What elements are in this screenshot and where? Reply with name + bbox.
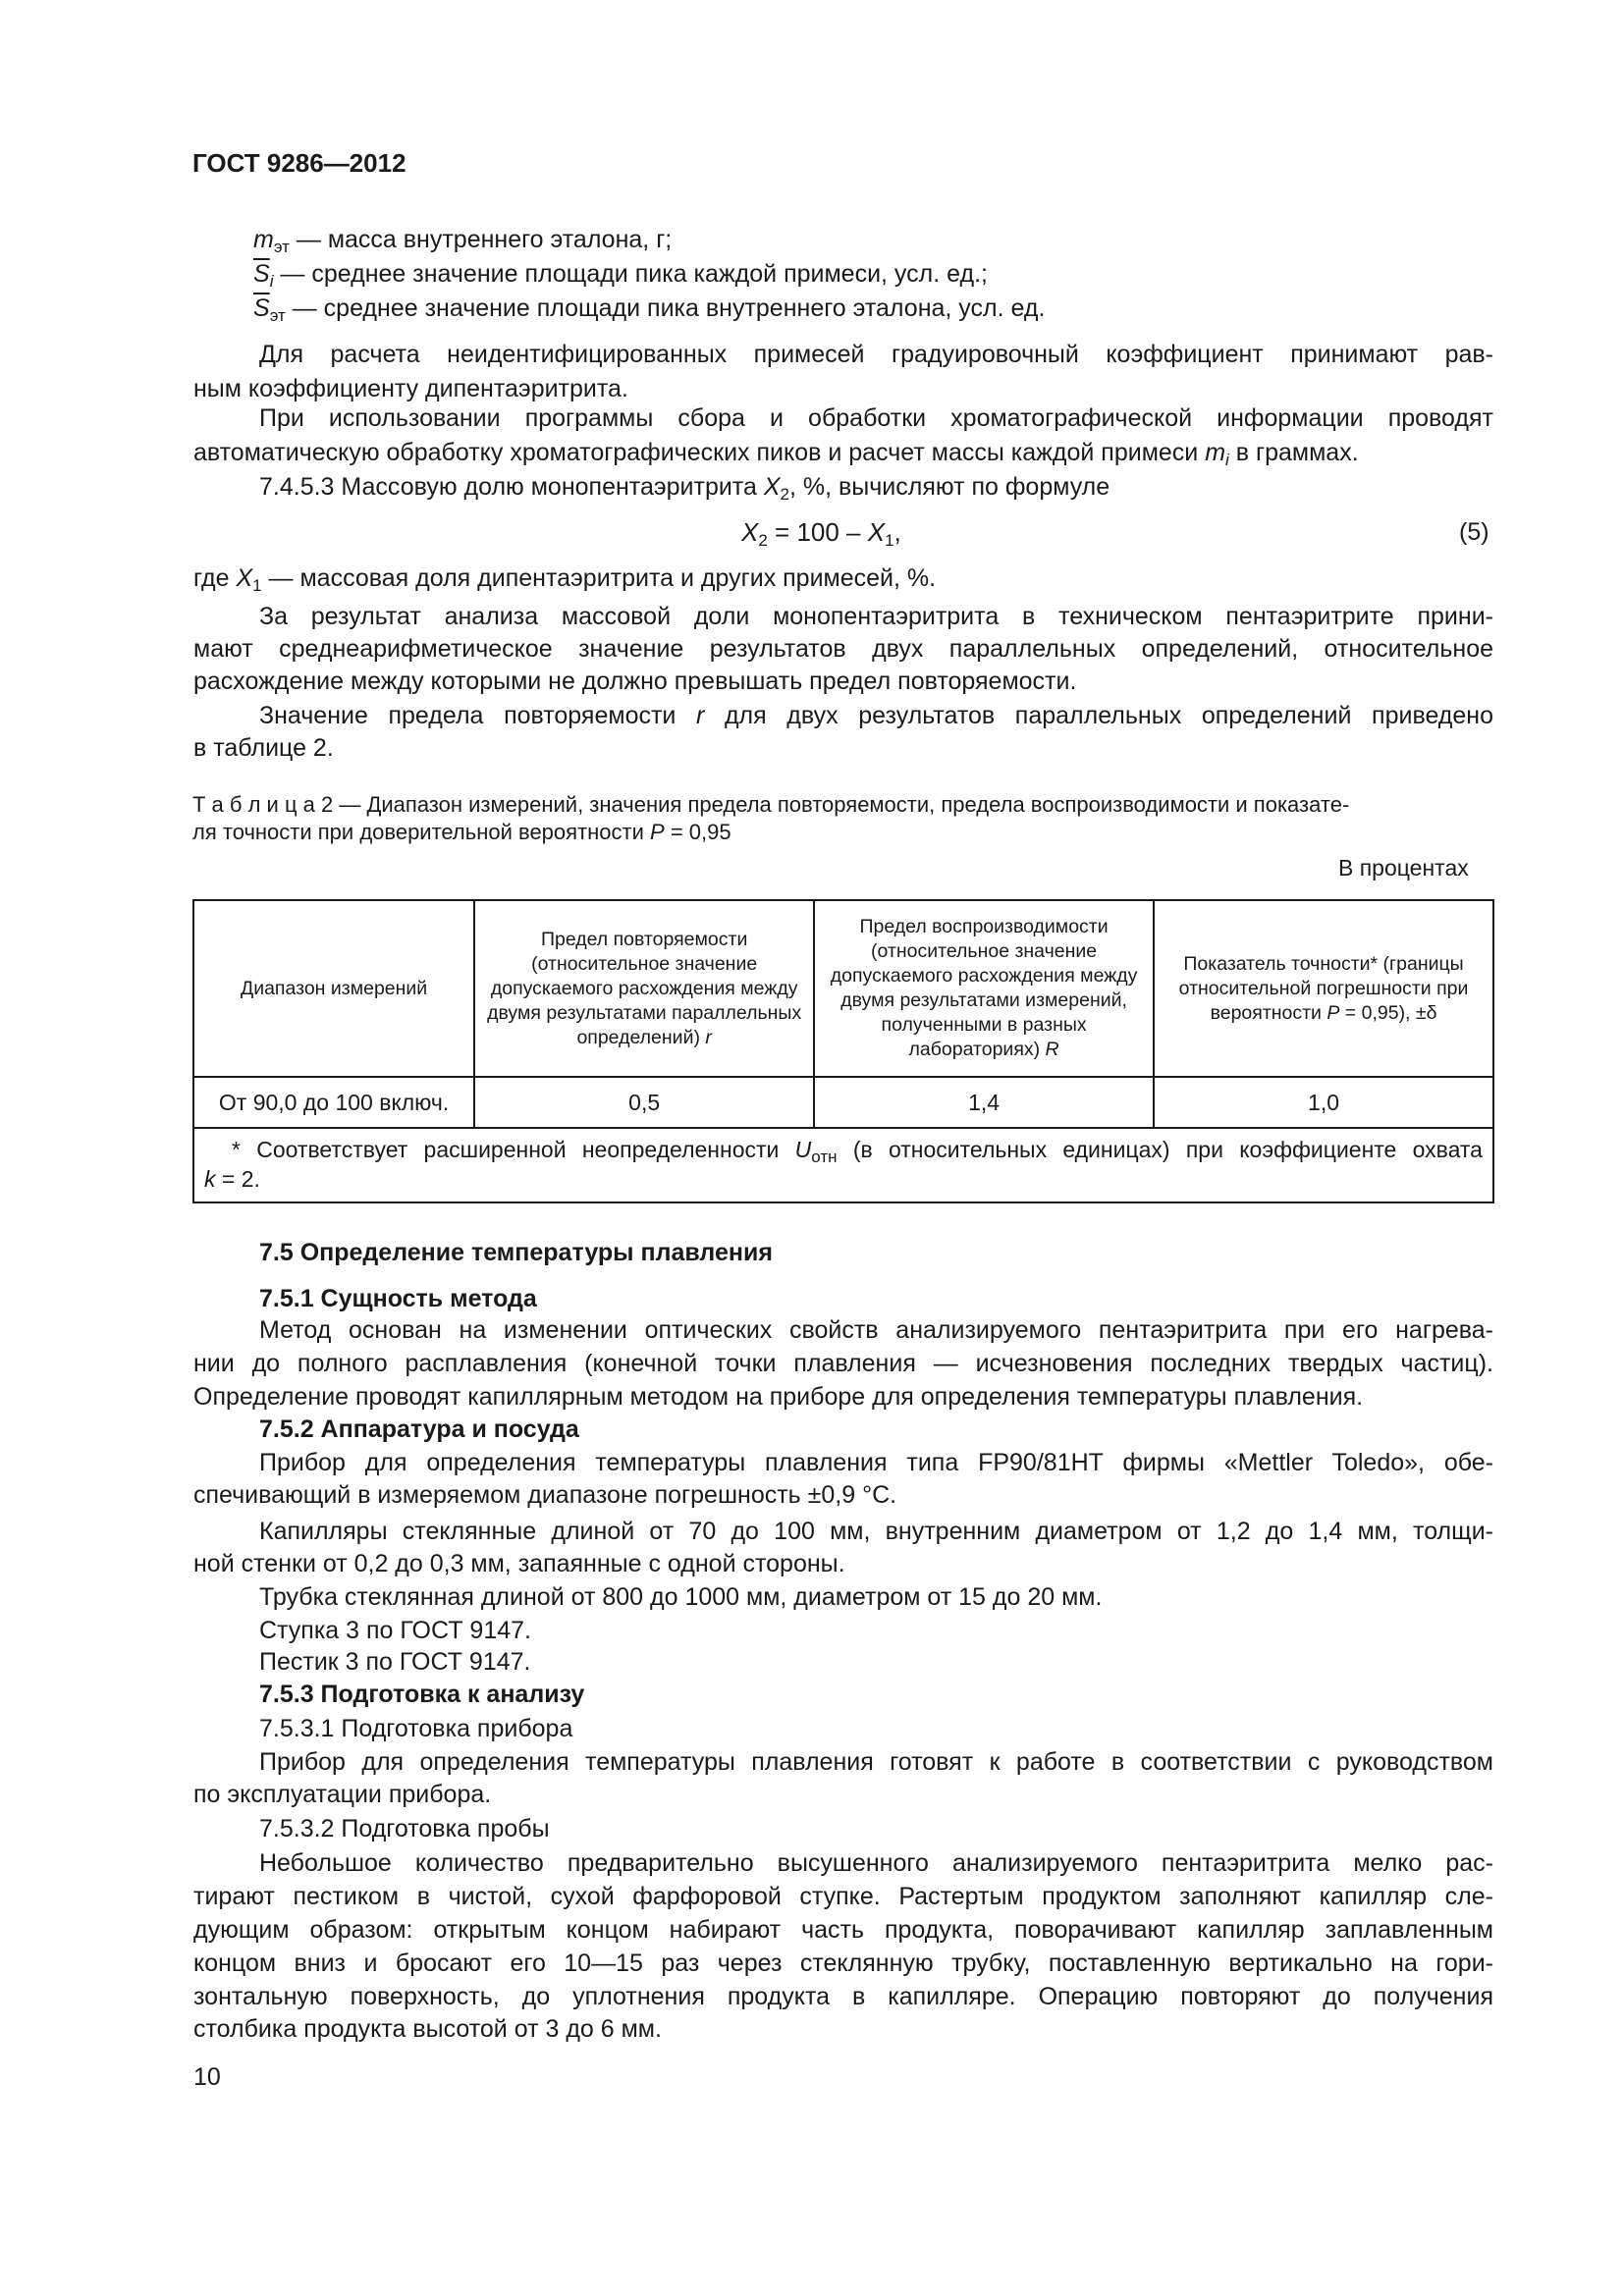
table-footnote-row (193, 1128, 1493, 1202)
s752-d: Ступка 3 по ГОСТ 9147. (259, 1617, 531, 1644)
s751-line1: Метод основан на изменении оптических свойств анализируемого пентаэритрита при его нагрева- (259, 1316, 1493, 1344)
cell-r: 0,5 (474, 1077, 814, 1128)
definition-s-et: $\overline{S}_{эт}$ — среднее значение площади пика внутреннего эталона, усл. ед. (253, 294, 1046, 325)
s7531-line2: по эксплуатации прибора. (193, 1781, 492, 1808)
formula-number: (5) (1459, 518, 1489, 546)
paragraph-calibration-line2: ным коэффициенту дипентаэритрита. (193, 375, 628, 402)
paragraph-result-line3: расхождение между которыми не должно превышать предел повторяемости. (193, 667, 1077, 695)
table-footnote: * Соответствует расширенной неопределенности $U_{отн}$ (в относительных единицах) при коэффициенте охвата k = 2. (193, 1128, 1493, 1202)
table-caption-line2: ля точности при доверительной вероятности P = 0,95 (192, 820, 731, 844)
paragraph-repeat-line2: в таблице 2. (193, 734, 334, 762)
table-header-row (193, 900, 1493, 1077)
header-reproducibility: Предел воспроизводимости (относительное значение допускаемого расхождения между двумя результатами измерений, полученными в разных лабораториях) R (814, 900, 1154, 1077)
cell-delta: 1,0 (1154, 1077, 1493, 1128)
s7531-line1: Прибор для определения температуры плавления готовят к работе в соответствии с руководством (259, 1748, 1493, 1776)
paragraph-repeat-line1: Значение предела повторяемости r для двух результатов параллельных определений приведено (259, 702, 1493, 729)
s752-b1: Капилляры стеклянные длиной от 70 до 100 мм, внутренним диаметром от 1,2 до 1,4 мм, толщи- (259, 1518, 1493, 1545)
section-7-5-3-1-title: 7.5.3.1 Подготовка прибора (259, 1715, 573, 1742)
header-range: Диапазон измерений (193, 900, 474, 1077)
paragraph-auto-line2: автоматическую обработку хроматографических пиков и расчет массы каждой примеси $m_i$ в граммах. (193, 439, 1359, 469)
table-units: В процентах (1338, 855, 1469, 881)
header-accuracy: Показатель точности* (границы относительной погрешности при вероятности P = 0,95), ±δ (1154, 900, 1493, 1077)
page-number: 10 (193, 2063, 221, 2091)
document-code: ГОСТ 9286—2012 (192, 148, 406, 178)
cell-range: От 90,0 до 100 включ. (193, 1077, 474, 1128)
s752-a2: спечивающий в измеряемом диапазоне погрешность ±0,9 °С. (193, 1481, 897, 1509)
paragraph-result-line1: За результат анализа массовой доли монопентаэритрита в техническом пентаэритрите прини- (259, 603, 1493, 630)
formula-5: $X_2 = 100 - X_1$, (741, 517, 901, 550)
definition-m-et: $m_{эт}$ — масса внутреннего эталона, г; (253, 226, 673, 256)
section-7-5-2-title: 7.5.2 Аппаратура и посуда (259, 1415, 579, 1443)
section-7-5-3-2-title: 7.5.3.2 Подготовка пробы (259, 1815, 550, 1842)
paragraph-result-line2: мают среднеарифметическое значение результатов двух параллельных определений, относительное (193, 635, 1493, 663)
s752-e: Пестик 3 по ГОСТ 9147. (259, 1648, 531, 1676)
s751-line2: нии до полного расплавления (конечной точки плавления — исчезновения последних твердых частиц). (193, 1350, 1493, 1377)
formula-where: где $X_1$ — массовая доля дипентаэритрита и других примесей, %. (193, 564, 937, 595)
section-7-5-3-title: 7.5.3 Подготовка к анализу (259, 1681, 585, 1708)
s752-c: Трубка стеклянная длиной от 800 до 1000 мм, диаметром от 15 до 20 мм. (259, 1583, 1103, 1611)
paragraph-calibration-line1: Для расчета неидентифицированных примесей градуировочный коэффициент принимают рав- (259, 341, 1493, 368)
table-2 (192, 899, 1494, 1203)
table-row (193, 1077, 1493, 1128)
definition-s-i: $\overline{S}_i$ — среднее значение площади пика каждой примеси, усл. ед.; (253, 260, 988, 291)
header-repeatability: Предел повторяемости (относительное значение допускаемого расхождения между двумя результатами параллельных определений) r (474, 900, 814, 1077)
s752-a1: Прибор для определения температуры плавления типа FP90/81HT фирмы «Mettler Toledo», обе- (259, 1449, 1493, 1476)
section-7-5-1-title: 7.5.1 Сущность метода (259, 1285, 537, 1312)
s7532-line5: зонтальную поверхность, до уплотнения продукта в капилляре. Операцию повторяют до получения (193, 1983, 1493, 2010)
s7532-line2: тирают пестиком в чистой, сухой фарфоровой ступке. Растертым продуктом заполняют капилляр сле- (193, 1883, 1493, 1910)
s7532-line1: Небольшое количество предварительно высушенного анализируемого пентаэритрита мелко рас- (259, 1849, 1493, 1877)
s7532-line4: концом вниз и бросают его 10—15 раз через стеклянную трубку, поставленную вертикально на гори- (193, 1949, 1493, 1977)
s752-b2: ной стенки от 0,2 до 0,3 мм, запаянные с одной стороны. (193, 1550, 845, 1577)
section-7-5-title: 7.5 Определение температуры плавления (259, 1239, 773, 1266)
s7532-line3: дующим образом: открытым концом набирают часть продукта, поворачивают капилляр заплавленным (193, 1916, 1493, 1944)
clause-7-4-5-3: 7.4.5.3 Массовую долю монопентаэритрита $X_2$, %, вычисляют по формуле (259, 473, 1110, 504)
paragraph-auto-line1: При использовании программы сбора и обработки хроматографической информации проводят (259, 404, 1493, 432)
cell-R: 1,4 (814, 1077, 1154, 1128)
table-caption-line1: Т а б л и ц а 2 — Диапазон измерений, значения предела повторяемости, предела воспроизводимости и показате- (192, 792, 1350, 817)
s7532-line6: столбика продукта высотой от 3 до 6 мм. (193, 2015, 662, 2043)
s751-line3: Определение проводят капиллярным методом на приборе для определения температуры плавления. (193, 1383, 1364, 1411)
